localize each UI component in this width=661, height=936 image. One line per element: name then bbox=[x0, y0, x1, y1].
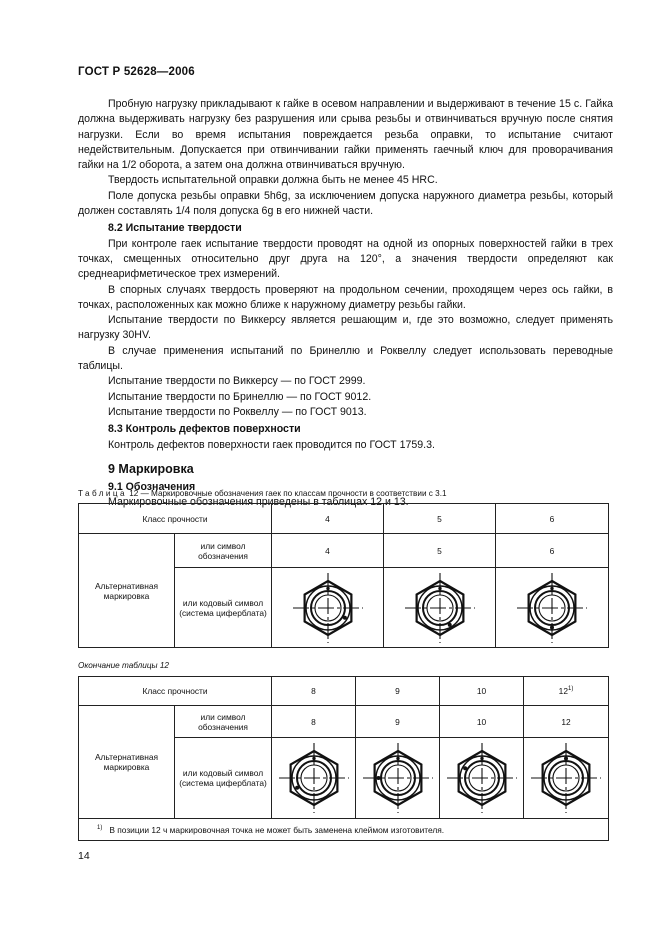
paragraph-hardness-test: При контроле гаек испытание твердости проводят на одной из опорных поверхностей гайки в трех точках, смещенных относительно друг друга на 120°, а значения твердости определяют как среднеарифметическое трех измерений. bbox=[78, 237, 613, 281]
nut-clock-mark bbox=[376, 776, 380, 780]
footnote-text: В позиции 12 ч маркировочная точка не может быть заменена клеймом изготовителя. bbox=[109, 824, 445, 835]
nut-marking-8-oclock-icon bbox=[276, 740, 352, 816]
class-label-cell: Класс прочности bbox=[79, 504, 272, 534]
footnote-mark: 1) bbox=[97, 824, 103, 831]
symbol-cell: 4 bbox=[272, 534, 384, 568]
nut-reference-mark bbox=[396, 757, 399, 760]
table-row bbox=[79, 677, 609, 706]
nut-reference-mark bbox=[550, 586, 553, 589]
paragraph-conversion: В случае применения испытаний по Бринеллю и Роквеллу следует использовать переводные таблицы. bbox=[78, 344, 613, 373]
document-body bbox=[78, 97, 613, 511]
table-row bbox=[79, 706, 609, 738]
paragraph-thread-tolerance: Поле допуска резьбы оправки 5h6g, за исключением допуска наружного диаметра резьбы, который должен составлять 1/4 поля допуска 6g в его нижней части. bbox=[78, 189, 613, 218]
section-8-2-heading: 8.2 Испытание твердости bbox=[108, 222, 242, 235]
paragraph-disputes: В спорных случаях твердость проверяют на продольном сечении, проходящем через ось гайки, в точках, расположенных как можно ближе к наружному диаметру резьбы гайки. bbox=[78, 283, 613, 311]
symbol-label-cell: или символ обозначения bbox=[175, 706, 272, 738]
class-cell-12 bbox=[524, 677, 609, 706]
paragraph-gost-9012: Испытание твердости по Бринеллю — по ГОСТ 9012. bbox=[108, 390, 372, 403]
nut-marking-5-oclock-icon bbox=[402, 570, 478, 646]
nut-reference-mark bbox=[438, 586, 441, 589]
nut-cell bbox=[440, 738, 524, 819]
footnote-ref: 1) bbox=[568, 686, 574, 693]
nut-cell bbox=[356, 738, 440, 819]
table-12-continuation: Окончание таблицы 12 bbox=[78, 661, 169, 670]
symbol-cell: 10 bbox=[440, 706, 524, 738]
nut-cell bbox=[272, 568, 384, 648]
nut-clock-mark bbox=[342, 615, 346, 619]
class-cell: 9 bbox=[356, 677, 440, 706]
paragraph-proof-load: Пробную нагрузку прикладывают к гайке в осевом направлении и выдерживают в течение 15 с. Гайка должна выдерживать нагрузку без разрушения или срыва резьбы и отвинчиваться вручную после снятия нагрузки. Если во время испытания повреждается резьба оправки, то испытание считают недействительным. Допускается при отвинчивании гайки применять гаечный ключ для проворачивания гайки на 1/2 оборота, а затем она должна отвинчиваться вручную. bbox=[78, 98, 613, 172]
section-8-3-heading: 8.3 Контроль дефектов поверхности bbox=[108, 423, 301, 436]
nut-marking-12-oclock-icon bbox=[528, 740, 604, 816]
nut-clock-mark bbox=[447, 622, 451, 626]
paragraph-gost-9013: Испытание твердости по Роквеллу — по ГОСТ 9013. bbox=[108, 405, 367, 418]
class-12-value: 12 bbox=[558, 686, 568, 696]
symbol-label-cell: или символ обозначения bbox=[175, 534, 272, 568]
section-9-1-heading: 9.1 Обозначения bbox=[108, 481, 196, 494]
symbol-cell: 5 bbox=[384, 534, 496, 568]
class-cell: 10 bbox=[440, 677, 524, 706]
class-cell: 6 bbox=[496, 504, 609, 534]
paragraph-gost-2999: Испытание твердости по Виккерсу — по ГОСТ 2999. bbox=[108, 375, 366, 388]
page-number: 14 bbox=[78, 850, 90, 862]
table-row bbox=[79, 534, 609, 568]
nut-clock-mark bbox=[295, 786, 299, 790]
nut-marking-4-oclock-icon bbox=[290, 570, 366, 646]
alt-marking-label: Альтернативная маркировка bbox=[79, 534, 175, 648]
code-label-cell: или кодовый символ (система циферблата) bbox=[175, 738, 272, 819]
nut-cell bbox=[272, 738, 356, 819]
nut-marking-6-oclock-icon bbox=[514, 570, 590, 646]
nut-clock-mark bbox=[550, 625, 554, 629]
table-footnote-cell bbox=[79, 819, 609, 841]
table-12-part-2 bbox=[78, 676, 609, 841]
table-12-caption bbox=[78, 489, 447, 498]
section-9-heading: 9 Маркировка bbox=[108, 461, 194, 476]
code-label-cell: или кодовый символ (система циферблата) bbox=[175, 568, 272, 648]
symbol-cell: 9 bbox=[356, 706, 440, 738]
table-footnote-row bbox=[79, 819, 609, 841]
table-row bbox=[79, 504, 609, 534]
nut-cell bbox=[496, 568, 609, 648]
class-cell: 5 bbox=[384, 504, 496, 534]
table-caption-text: 12 — Маркировочные обозначения гаек по классам прочности в соответствии с 3.1 bbox=[129, 489, 447, 498]
nut-cell bbox=[524, 738, 609, 819]
class-label-cell: Класс прочности bbox=[79, 677, 272, 706]
paragraph-mandrel-hardness: Твердость испытательной оправки должна быть не менее 45 HRC. bbox=[108, 174, 438, 187]
document-header: ГОСТ Р 52628—2006 bbox=[78, 66, 195, 78]
nut-clock-mark bbox=[564, 757, 568, 761]
nut-reference-mark bbox=[326, 586, 329, 589]
symbol-cell: 8 bbox=[272, 706, 356, 738]
class-cell: 8 bbox=[272, 677, 356, 706]
nut-marking-10-oclock-icon bbox=[444, 740, 520, 816]
table-12-part-1 bbox=[78, 503, 609, 648]
symbol-cell: 6 bbox=[496, 534, 609, 568]
nut-cell bbox=[384, 568, 496, 648]
symbol-cell: 12 bbox=[524, 706, 609, 738]
class-cell: 4 bbox=[272, 504, 384, 534]
table-caption-word: Таблица bbox=[78, 489, 127, 498]
nut-reference-mark bbox=[480, 757, 483, 760]
nut-marking-9-oclock-icon bbox=[360, 740, 436, 816]
nut-clock-mark bbox=[463, 766, 467, 770]
paragraph-surface-defects: Контроль дефектов поверхности гаек проводится по ГОСТ 1759.3. bbox=[108, 438, 435, 451]
paragraph-vickers: Испытание твердости по Виккерсу является решающим и, где это возможно, следует применять нагрузку 30HV. bbox=[78, 314, 613, 342]
alt-marking-label: Альтернативная маркировка bbox=[79, 706, 175, 819]
nut-reference-mark bbox=[312, 757, 315, 760]
paragraph-marking-refs: Маркировочные обозначения приведены в таблицах 12 и 13. bbox=[108, 496, 409, 509]
